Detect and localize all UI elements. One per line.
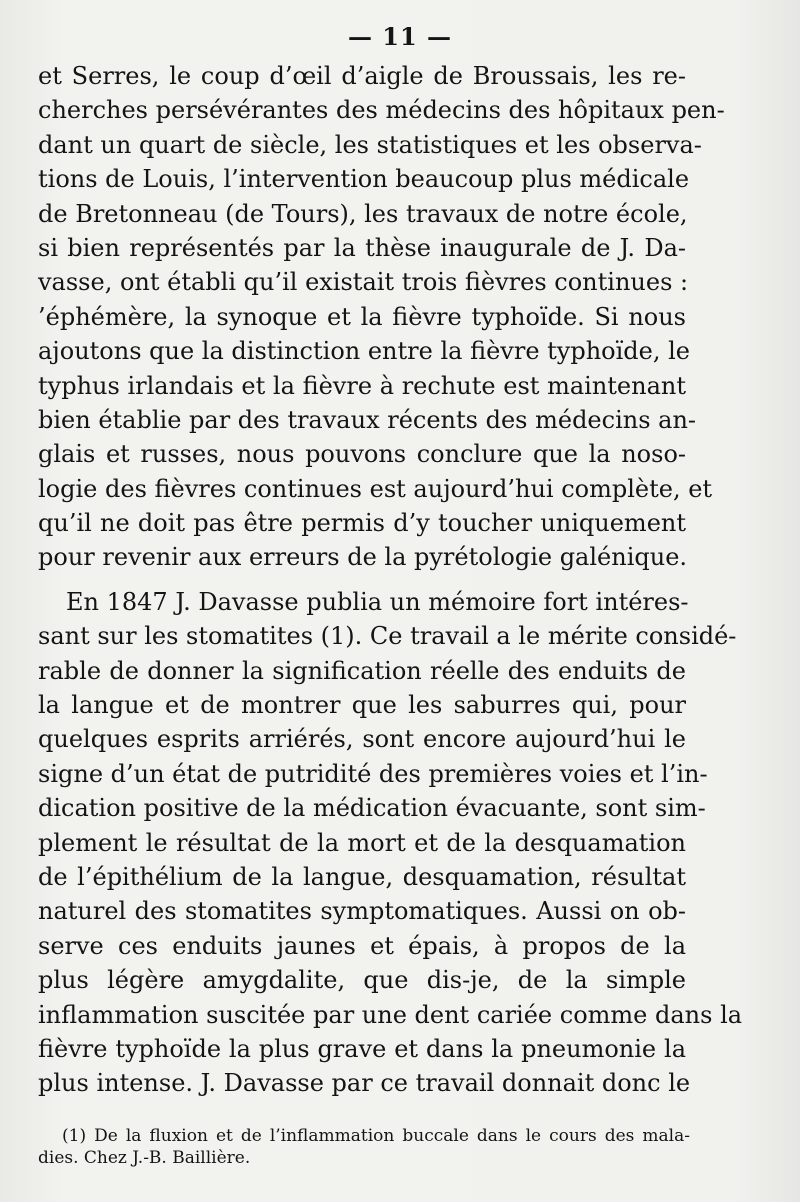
text-line: pour revenir aux erreurs de la pyrétologie galénique. [38, 543, 688, 572]
text-line: fièvre typhoïde la plus grave et dans la pneumonie la [38, 1034, 686, 1063]
text-line: sant sur les stomatites (1). Ce travail a le mérite considé- [38, 622, 737, 651]
text-line: ’éphémère, la synoque et la fièvre typhoïde. Si nous [38, 302, 686, 331]
text-line: de Bretonneau (de Tours), les travaux de notre école, [38, 199, 688, 228]
text-line: typhus irlandais et la fièvre à rechute est maintenant [38, 371, 686, 400]
text-line: plement le résultat de la mort et de la desquamation [38, 828, 686, 857]
text-line: dant un quart de siècle, les statistiques et les observa- [38, 130, 702, 159]
text-line: naturel des stomatites symptomatiques. Aussi on ob- [38, 897, 686, 926]
text-line: En 1847 J. Davasse publia un mémoire fort intéres- [66, 587, 689, 616]
text-line: vasse, ont établi qu’il existait trois fièvres continues : [38, 268, 689, 297]
text-line: et Serres, le coup d’œil d’aigle de Broussais, les re- [38, 62, 686, 90]
footnote-line: dies. Chez J.-B. Baillière. [38, 1148, 251, 1168]
body-text [38, 59, 743, 1101]
text-line: serve ces enduits jaunes et épais, à propos de la [38, 931, 686, 960]
text-line: logie des fièvres continues est aujourd’hui complète, et [38, 474, 713, 503]
page-number: — 11 — [347, 22, 453, 51]
paragraph-2 [38, 585, 743, 1101]
text-line: signe d’un état de putridité des premières voies et l’in- [38, 759, 708, 788]
text-line: quelques esprits arriérés, sont encore aujourd’hui le [38, 725, 686, 754]
text-line: de l’épithélium de la langue, desquamation, résultat [38, 862, 686, 891]
text-line: dication positive de la médication évacuante, sont sim- [38, 794, 706, 823]
text-line: la langue et de montrer que les saburres qui, pour [38, 691, 686, 720]
text-line: bien établie par des travaux récents des médecins an- [38, 405, 697, 434]
paragraph-1 [38, 59, 725, 575]
text-line: inflammation suscitée par une dent cariée comme dans la [38, 1000, 743, 1029]
footnote [38, 1125, 690, 1169]
text-line: plus légère amygdalite, que dis-je, de la simple [38, 966, 686, 995]
text-line: si bien représentés par la thèse inaugurale de J. Da- [38, 233, 686, 262]
text-line: tions de Louis, l’intervention beaucoup plus médicale [38, 165, 690, 194]
text-line: qu’il ne doit pas être permis d’y toucher uniquement [38, 509, 686, 538]
paragraph-gap [38, 575, 686, 585]
text-line: glais et russes, nous pouvons conclure que la noso- [38, 440, 686, 469]
text-line: plus intense. J. Davasse par ce travail donnait donc le [38, 1069, 691, 1098]
text-line: ajoutons que la distinction entre la fièvre typhoïde, le [38, 337, 690, 366]
text-line: cherches persévérantes des médecins des hôpitaux pen- [38, 96, 725, 125]
footnote-line: (1) De la fluxion et de l’inflammation buccale dans le cours des mala- [62, 1126, 690, 1146]
text-line: rable de donner la signification réelle des enduits de [38, 656, 686, 685]
